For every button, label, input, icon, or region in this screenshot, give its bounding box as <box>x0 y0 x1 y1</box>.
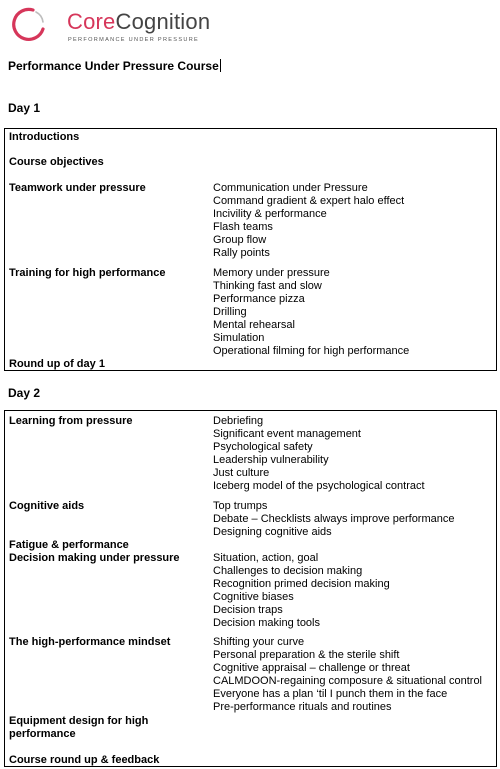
session-topic: Teamwork under pressure <box>9 182 146 194</box>
subtopic-item: Debriefing <box>213 415 264 427</box>
session-subtopics <box>213 552 390 630</box>
session-topic: The high-performance mindset <box>9 636 171 648</box>
subtopic-item: Operational filming for high performance <box>213 345 410 357</box>
subtopic-item: Challenges to decision making <box>213 565 363 577</box>
session-topic: Equipment design for high performance <box>9 715 149 740</box>
session-topic: Course objectives <box>9 156 104 168</box>
text-cursor <box>220 59 221 72</box>
subtopic-item: Memory under pressure <box>213 267 330 279</box>
subtopic-item: Cognitive biases <box>213 591 294 603</box>
session-subtopics <box>213 415 425 493</box>
session-subtopics <box>213 500 455 539</box>
brand-name-cognition: Cognition <box>115 9 211 34</box>
subtopic-item: Group flow <box>213 234 267 246</box>
subtopic-item: Significant event management <box>213 428 361 440</box>
subtopic-item: Communication under Pressure <box>213 182 368 194</box>
session-subtopics <box>213 636 482 714</box>
subtopic-item: Simulation <box>213 332 265 344</box>
session-topic: Learning from pressure <box>9 415 133 427</box>
session-subtopics <box>213 267 409 358</box>
subtopic-item: Personal preparation & the sterile shift <box>213 649 400 661</box>
session-topic: Introductions <box>9 131 80 143</box>
subtopic-item: Iceberg model of the psychological contract <box>213 480 425 492</box>
subtopic-item: Performance pizza <box>213 293 305 305</box>
subtopic-item: Shifting your curve <box>213 636 305 648</box>
subtopic-item: Everyone has a plan ‘til I punch them in the face <box>213 688 448 700</box>
session-topic: Cognitive aids <box>9 500 85 512</box>
session-topic: Course round up & feedback <box>9 754 160 766</box>
course-title[interactable] <box>8 59 221 73</box>
subtopic-item: Decision traps <box>213 604 283 616</box>
subtopic-item: Rally points <box>213 247 270 259</box>
session-topic: Training for high performance <box>9 267 166 279</box>
day-1-heading: Day 1 <box>8 101 41 115</box>
brand-name-core: Core <box>67 9 116 34</box>
subtopic-item: Psychological safety <box>213 441 313 453</box>
subtopic-item: Incivility & performance <box>213 208 327 220</box>
day-2-schedule-table <box>4 410 497 767</box>
subtopic-item: Drilling <box>213 306 247 318</box>
session-topic: Fatigue & performance <box>9 539 129 551</box>
subtopic-item: Mental rehearsal <box>213 319 295 331</box>
course-title-text: Performance Under Pressure Course <box>8 59 219 73</box>
brand-name <box>67 9 210 35</box>
subtopic-item: Cognitive appraisal – challenge or threat <box>213 662 410 674</box>
subtopic-item: Just culture <box>213 467 270 479</box>
session-topic: Decision making under pressure <box>9 552 180 564</box>
brand-tagline: PERFORMANCE UNDER PRESSURE <box>68 37 200 43</box>
subtopic-item: Flash teams <box>213 221 273 233</box>
subtopic-item: Situation, action, goal <box>213 552 319 564</box>
subtopic-item: Thinking fast and slow <box>213 280 322 292</box>
session-subtopics <box>213 182 404 260</box>
subtopic-item: Command gradient & expert halo effect <box>213 195 405 207</box>
logo-ring-icon <box>12 7 46 43</box>
subtopic-item: CALMDOON-regaining composure & situational control <box>213 675 483 687</box>
subtopic-item: Recognition primed decision making <box>213 578 390 590</box>
subtopic-item: Leadership vulnerability <box>213 454 329 466</box>
day-2-heading: Day 2 <box>8 386 41 400</box>
subtopic-item: Decision making tools <box>213 617 320 629</box>
subtopic-item: Pre-performance rituals and routines <box>213 701 392 713</box>
day-1-schedule-table <box>4 128 497 371</box>
subtopic-item: Designing cognitive aids <box>213 526 332 538</box>
subtopic-item: Top trumps <box>213 500 268 512</box>
subtopic-item: Debate – Checklists always improve performance <box>213 513 455 525</box>
corecognition-logo <box>10 5 210 45</box>
session-topic: Round up of day 1 <box>9 358 105 370</box>
